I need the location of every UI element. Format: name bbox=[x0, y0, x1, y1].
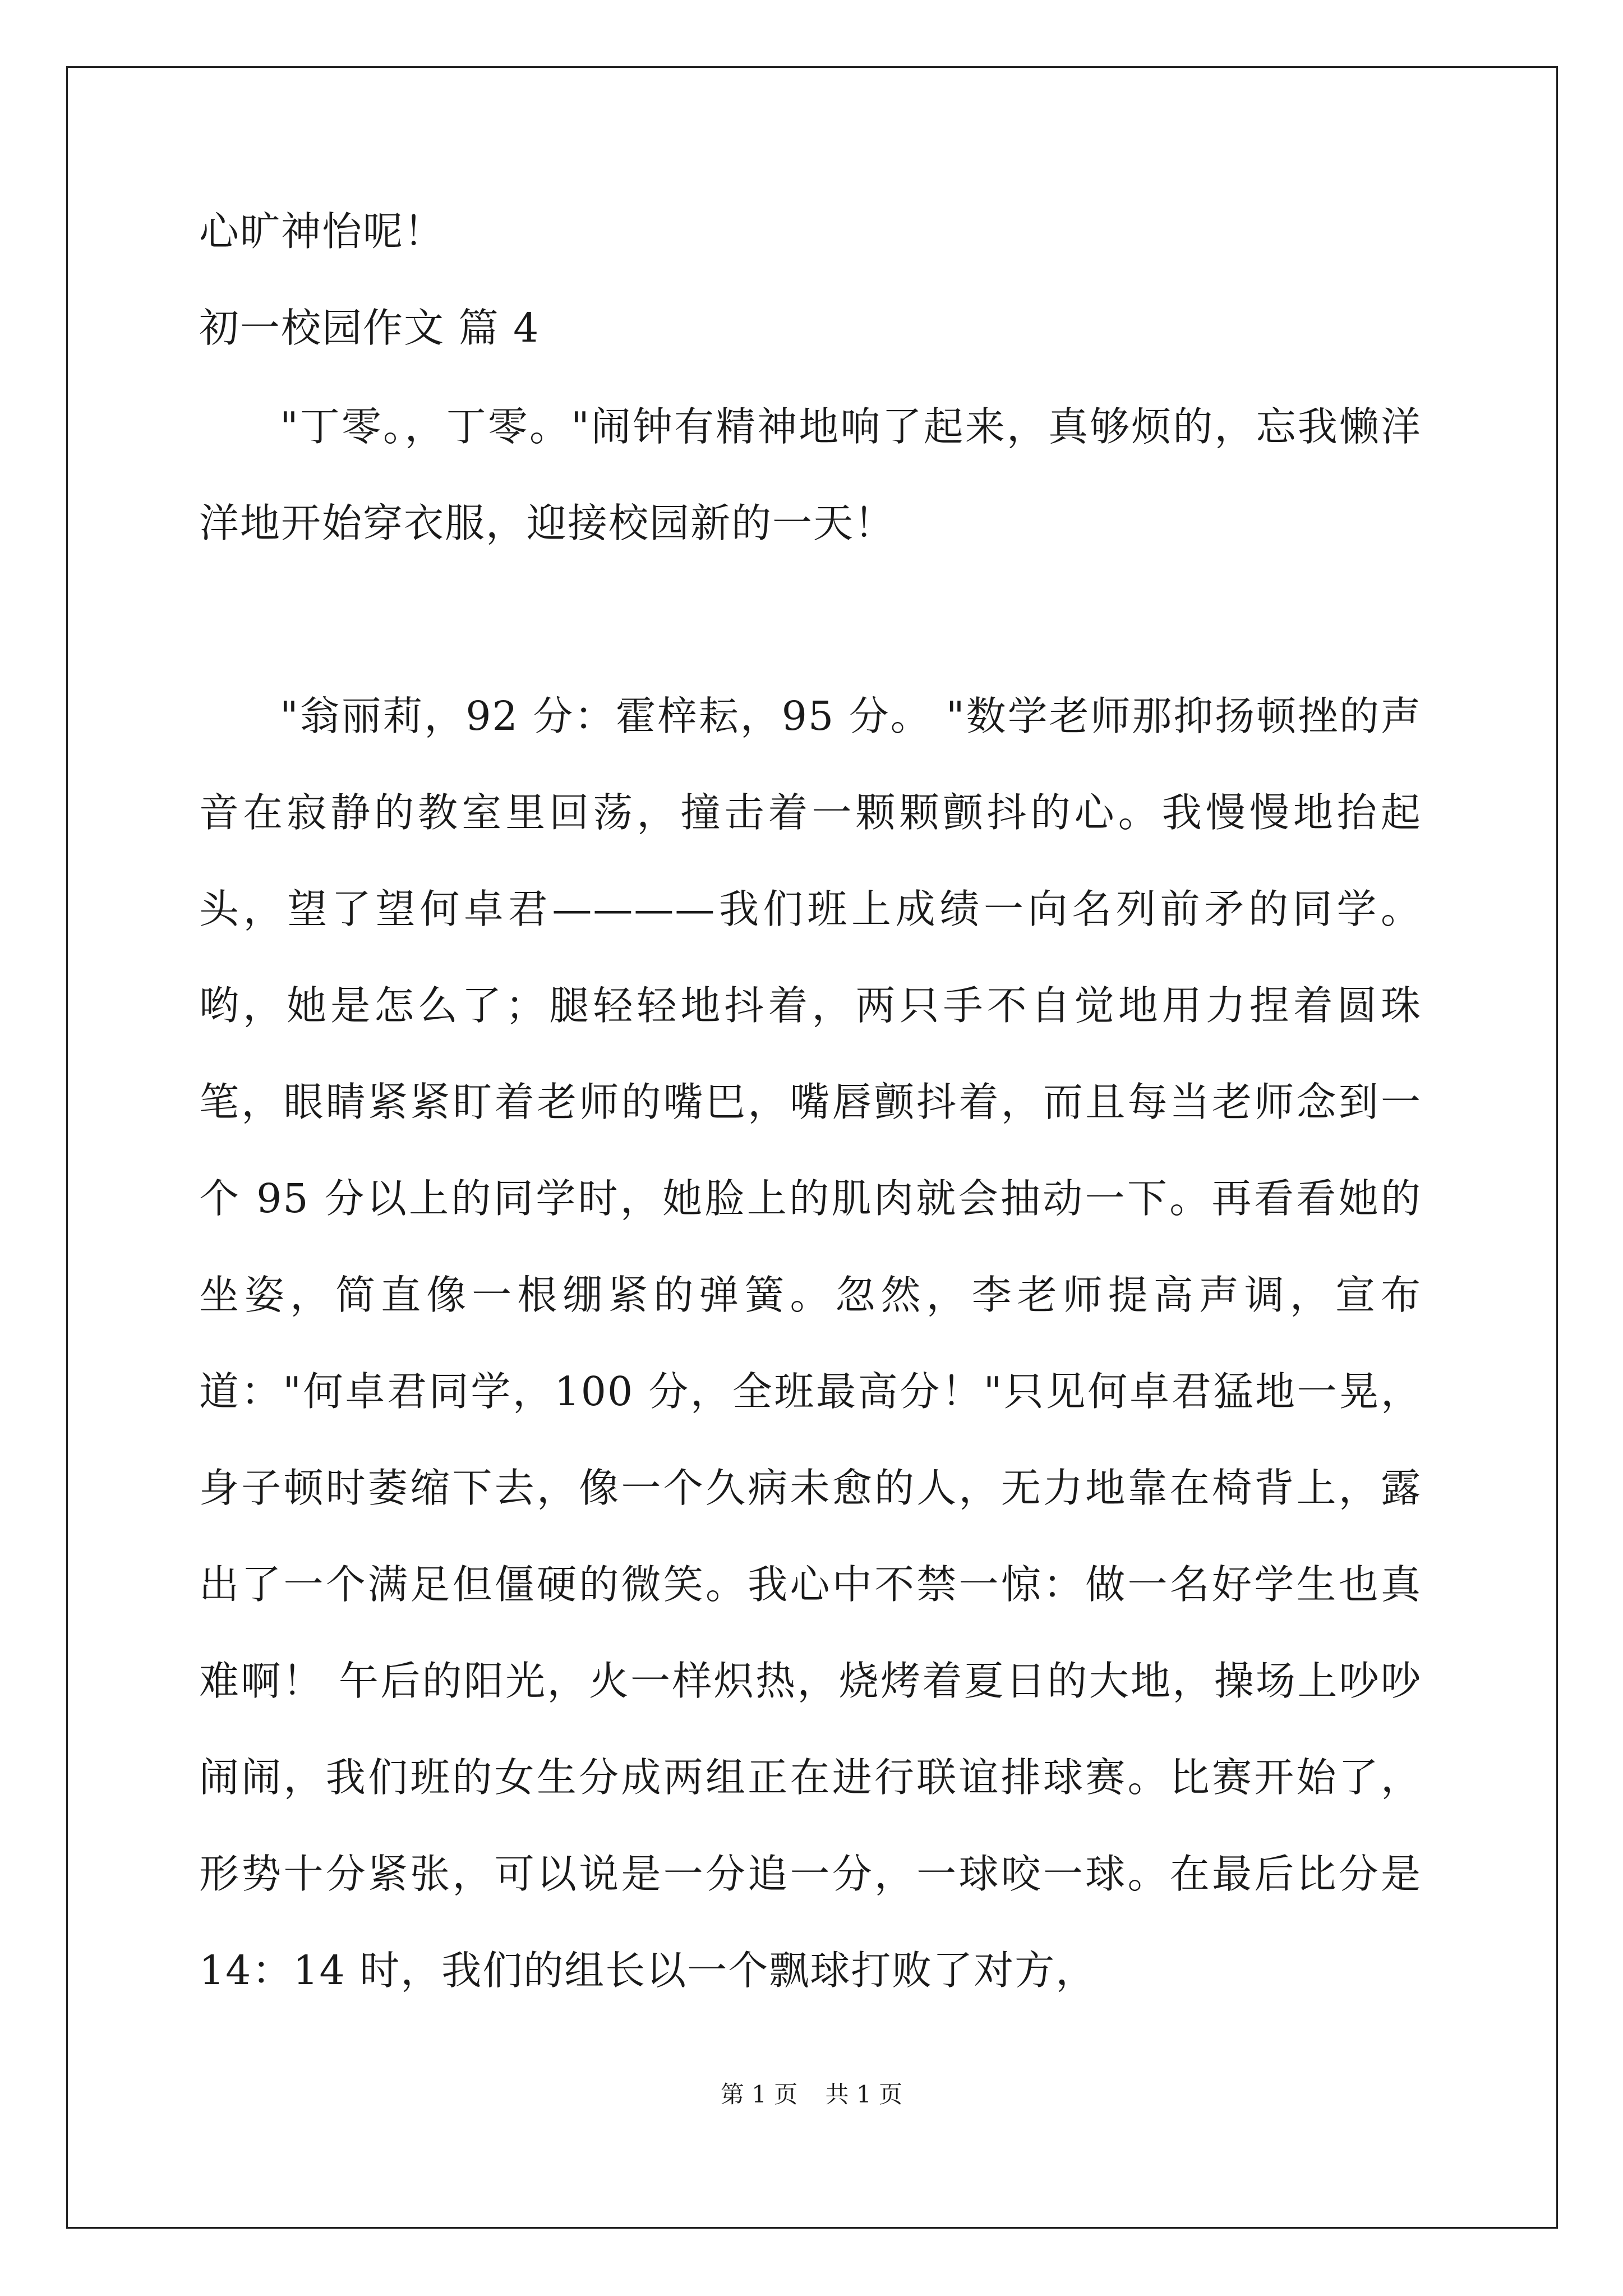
page-total: 共 1 页 bbox=[825, 2081, 903, 2108]
continuation-line: 心旷神怡呢！ bbox=[199, 208, 445, 255]
page-number: 第 1 页 bbox=[720, 2081, 798, 2108]
section-heading: 初一校园作文 篇 4 bbox=[199, 305, 540, 351]
page-footer bbox=[0, 2079, 1623, 2110]
paragraph: "翁丽莉，92 分：霍梓耘，95 分。 "数学老师那抑扬顿挫的声音在寂静的教室里回荡，撞击着一颗颗颤抖的心。我慢慢地抬起头，望了望何卓君————我们班上成绩一向名列前矛的同学。哟，她是怎么了；腿轻轻地抖着，两只手不自觉地用力捏着圆珠笔，眼睛紧紧盯着老师的嘴巴，嘴唇颤抖着，而且每当老师念到一个 95 分以上的同学时，她脸上的肌肉就会抽动一下。再看看她的坐姿，简直像一根绷紧的弹簧。忽然，李老师提高声调，宣布道："何卓君同学，100 分，全班最高分！"只见何卓君猛地一晃，身子顿时萎缩下去，像一个久病未愈的人，无力地靠在椅背上，露出了一个满足但僵硬的微笑。我心中不禁一惊：做一名好学生也真难啊！ 午后的阳光，火一样炽热，烧烤着夏日的大地，操场上吵吵闹闹，我们班的女生分成两组正在进行联谊排球赛。比赛开始了，形势十分紧张，可以说是一分追一分，一球咬一球。在最后比分是 14：14 时，我们的组长以一个飘球打败了对方， bbox=[199, 693, 1422, 1994]
paragraph: "丁零。，丁零。"闹钟有精神地响了起来，真够烦的，忘我懒洋洋地开始穿衣服，迎接校园新的一天！ bbox=[199, 403, 1422, 546]
